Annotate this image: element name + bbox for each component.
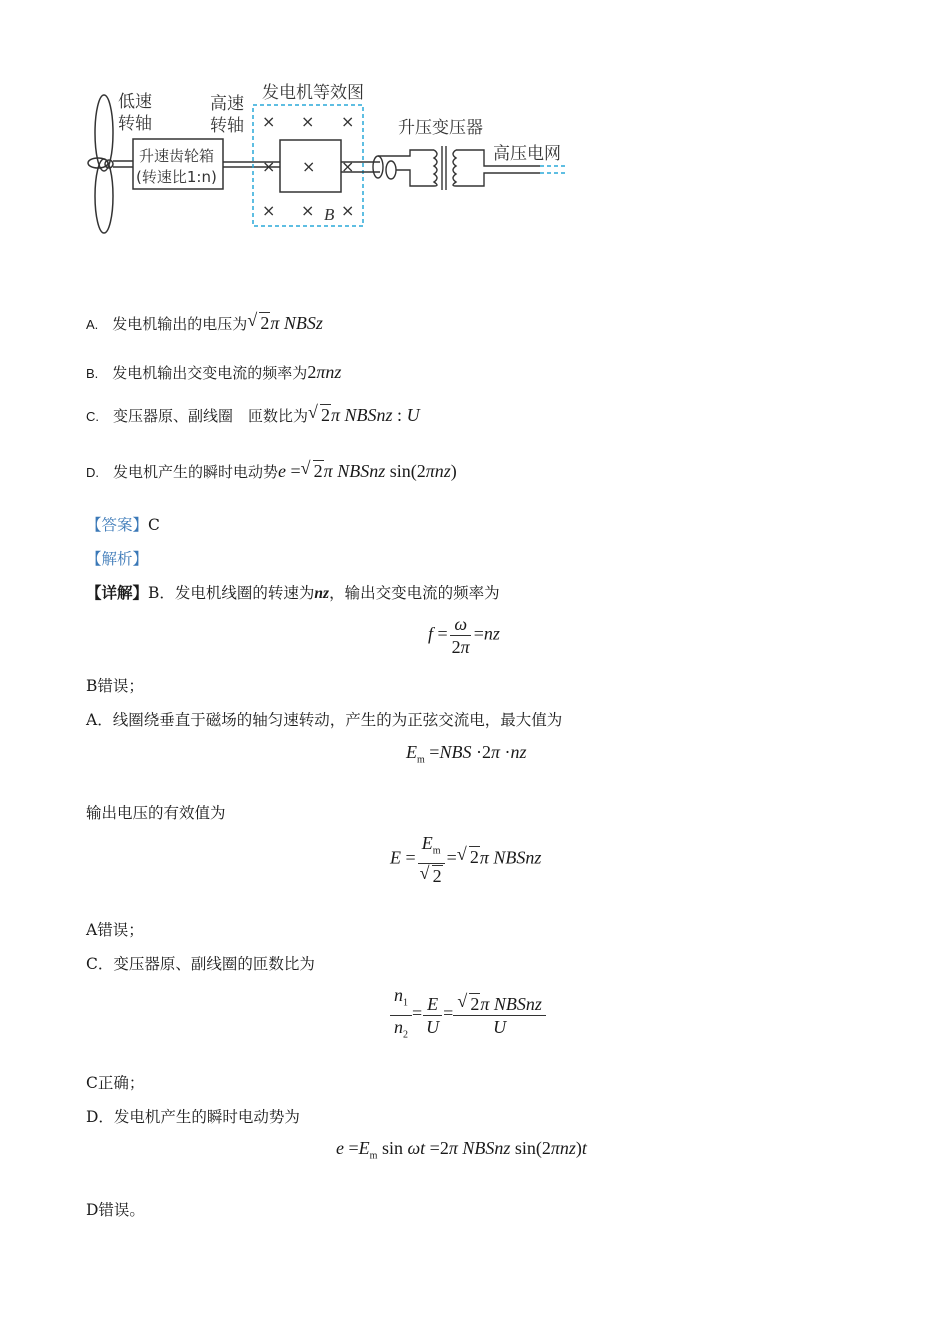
svg-text:×: ×	[341, 112, 355, 131]
detail-c-conclusion: C正确；	[86, 1074, 145, 1092]
detail-b-conclusion: B错误；	[86, 677, 144, 695]
option-c	[86, 404, 420, 426]
formula-frequency: f = $\frac{\omega}{2\pi}$ =nz	[428, 614, 500, 657]
option-d-formula: e = √ 2π NBSnz sin(2πnz)	[278, 458, 457, 481]
generator-title: 发电机等效图	[262, 83, 364, 103]
formula-max-emf: $E_m =NBS \cdot 2\pi \cdot nz$	[406, 742, 527, 766]
svg-text:×: ×	[262, 157, 276, 176]
answer-line	[86, 513, 160, 535]
option-b	[86, 362, 341, 383]
answer-value: C	[148, 516, 160, 534]
answer-tag: 【答案】	[86, 516, 149, 534]
field-label-B: B	[324, 205, 335, 224]
low-speed-label-2: 转轴	[118, 114, 152, 134]
svg-text:×: ×	[262, 112, 276, 131]
option-c-label: C.	[86, 409, 99, 424]
svg-text:×: ×	[301, 201, 315, 220]
transformer-title: 升压变压器	[398, 118, 483, 138]
detail-a-mid: 输出电压的有效值为	[86, 804, 226, 822]
formula-turns-ratio: $\frac{n_1}{n_2}$ = $\frac{E}{U}$ = √ 2π NBSnz U	[390, 985, 546, 1045]
option-c-text: 变压器原、副线圈 匝数比为	[113, 407, 309, 425]
formula-instant-emf: $e =E_m$ sin ωt =2π NBSnz sin(2πnz)t	[336, 1138, 587, 1162]
detail-d-conclusion: D错误。	[86, 1201, 145, 1219]
detail-tag: 【详解】	[86, 583, 149, 602]
detail-c-intro: C．变压器原、副线圈的匝数比为	[86, 955, 315, 973]
option-d-label: D.	[86, 465, 99, 480]
analysis-tag: 【解析】	[86, 550, 149, 568]
grid-title: 高压电网	[493, 144, 561, 164]
detail-a-conclusion: A错误；	[86, 921, 144, 939]
svg-text:×: ×	[302, 157, 316, 176]
slip-ring-1	[373, 156, 383, 178]
slip-ring-2	[386, 161, 396, 179]
high-speed-label-1: 高速	[210, 94, 244, 114]
option-b-label: B.	[86, 366, 99, 381]
option-a-text: 发电机输出的电压为	[112, 315, 248, 333]
option-c-formula: √ 2π NBSnz : U	[308, 402, 420, 425]
gearbox-ratio: (转速比1:n)	[136, 168, 217, 186]
magnetic-field-crosses	[262, 112, 354, 220]
option-d	[86, 460, 457, 482]
option-b-text: 发电机输出交变电流的频率为	[112, 364, 308, 382]
gearbox-label: 升速齿轮箱	[139, 147, 215, 165]
formula-effective-voltage: E = $E_m$ √ 2 = √ 2π NBSnz	[390, 833, 542, 886]
option-a-formula: √ 2π NBSz	[247, 310, 323, 333]
option-a-label: A.	[86, 317, 99, 332]
propeller-icon	[88, 95, 113, 233]
svg-text:×: ×	[341, 157, 355, 176]
low-speed-label-1: 低速	[118, 92, 152, 112]
detail-b-intro: 【详解】B．发电机线圈的转速为nz，输出交变电流的频率为	[86, 583, 500, 602]
option-a	[86, 312, 323, 334]
svg-text:×: ×	[341, 201, 355, 220]
svg-text:×: ×	[301, 112, 315, 131]
transformer-icon	[434, 146, 456, 190]
detail-d-intro: D．发电机产生的瞬时电动势为	[86, 1108, 300, 1126]
wind-generator-diagram	[0, 0, 950, 290]
option-d-text: 发电机产生的瞬时电动势	[113, 463, 279, 481]
svg-text:×: ×	[262, 201, 276, 220]
detail-a-intro: A．线圈绕垂直于磁场的轴匀速转动，产生的为正弦交流电，最大值为	[86, 711, 563, 729]
high-speed-label-2: 转轴	[210, 116, 244, 136]
option-b-formula: 2πnz	[307, 362, 342, 382]
